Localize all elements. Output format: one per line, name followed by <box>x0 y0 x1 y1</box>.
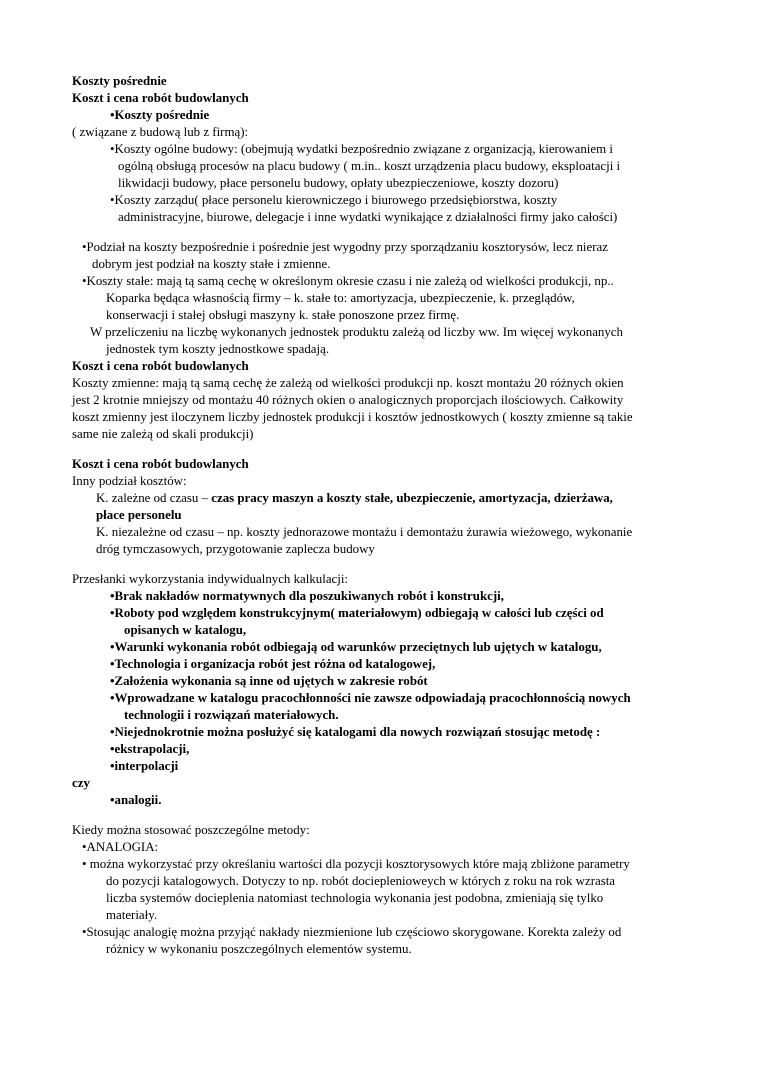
bullet-item: •ekstrapolacji, <box>110 742 190 756</box>
text-line: jest 2 krotnie mniejszy od montażu 40 różnych okien o analogicznych proporcjach ilościowych. Całkowity <box>72 393 624 407</box>
text-line: likwidacji budowy, płace personelu budowy, opłaty ubezpieczeniowe, koszty dozoru) <box>118 176 559 190</box>
bullet-analogia: •ANALOGIA: <box>82 840 159 854</box>
text-line: różnicy w wykonaniu poszczególnych elementów systemu. <box>106 942 412 956</box>
item-k-zalezne <box>96 490 613 507</box>
text-line: same nie zależą od skali produkcji) <box>72 427 254 441</box>
text-line: koszt zmienny jest iloczynem liczby jednostek produkcji i kosztów jednostkowych ( koszty zmienne są takie <box>72 410 633 424</box>
paragraph-koszty-zmienne: Koszty zmienne: mają tą samą cechę że zależą od wielkości produkcji np. koszt montażu 20 różnych okien <box>72 376 624 390</box>
heading-koszt-i-cena: Koszt i cena robót budowlanych <box>72 359 249 373</box>
bullet-item: •Stosując analogię można przyjąć nakłady niezmienione lub częściowo skorygowane. Korekta zależy od <box>82 925 622 939</box>
item-k-niezalezne: K. niezależne od czasu – np. koszty jednorazowe montażu i demontażu żurawia wieżowego, wykonanie <box>96 525 633 539</box>
item-k-zalezne-bold: czas pracy maszyn a koszty stałe, ubezpieczenie, amortyzacja, dzierżawa, <box>211 491 613 505</box>
bullet-item: • można wykorzystać przy określaniu wartości dla pozycji kosztorysowych które mają zbliżone parametry <box>82 857 630 871</box>
text-line: do pozycji katalogowych. Dotyczy to np. robót docieplenioweych w których z roku na rok wzrasta <box>106 874 616 888</box>
text-line: Koparka będąca własnością firmy – k. stałe to: amortyzacja, ubezpieczenie, k. przeglądów, <box>106 291 575 305</box>
text-line: technologii i rozwiązań materiałowych. <box>124 708 339 722</box>
text-line: konserwacji i stałej obsługi maszyny k. stałe ponoszone przez firmę. <box>106 308 460 322</box>
text-line: Inny podział kosztów: <box>72 474 187 488</box>
text-line: opisanych w katalogu, <box>124 623 247 637</box>
bullet-item: •Roboty pod względem konstrukcyjnym( materiałowym) odbiegają w całości lub części od <box>110 606 604 620</box>
text-line: płace personelu <box>96 508 182 522</box>
bullet-podzial: •Podział na koszty bezpośrednie i pośrednie jest wygodny przy sporządzaniu kosztorysów, lecz nieraz <box>82 240 608 254</box>
bullet-koszty-posrednie: •Koszty pośrednie <box>110 108 210 122</box>
heading-przeslanki: Przesłanki wykorzystania indywidualnych kalkulacji: <box>72 572 349 586</box>
bullet-item: •Wprowadzane w katalogu pracochłonności nie zawsze odpowiadają pracochłonnością nowych <box>110 691 631 705</box>
heading-koszt-i-cena: Koszt i cena robót budowlanych <box>72 91 249 105</box>
text-line: dróg tymczasowych, przygotowanie zaplecza budowy <box>96 542 375 556</box>
text-line: liczba systemów docieplenia natomiast technologia wykonania jest podobna, zmieniają się tylko <box>106 891 604 905</box>
bullet-koszty-stale: •Koszty stałe: mają tą samą cechę w określonym okresie czasu i nie zależą od wielkości produkcji, np.. <box>82 274 614 288</box>
text-line: ogólną obsługą procesów na placu budowy ( m.in.. koszt urządzenia placu budowy, eksploatacji i <box>118 159 621 173</box>
text-line: dobrym jest podział na koszty stałe i zmienne. <box>92 257 331 271</box>
text-line: W przeliczeniu na liczbę wykonanych jednostek produktu zależą od liczby ww. Im więcej wykonanych <box>90 325 623 339</box>
text-czy: czy <box>72 776 90 790</box>
bullet-item: •interpolacji <box>110 759 179 773</box>
text-line: administracyjne, biurowe, delegacje i inne wydatki wynikające z działalności firmy jako całości) <box>118 210 618 224</box>
heading-kiedy: Kiedy można stosować poszczególne metody: <box>72 823 310 837</box>
text-line: jednostek tym koszty jednostkowe spadają. <box>106 342 330 356</box>
bullet-item: •Niejednokrotnie można posłużyć się katalogami dla nowych rozwiązań stosując metodę : <box>110 725 601 739</box>
bullet-item: •Technologia i organizacja robót jest różna od katalogowej, <box>110 657 436 671</box>
heading-koszt-i-cena: Koszt i cena robót budowlanych <box>72 457 249 471</box>
bullet-koszty-zarzadu: •Koszty zarządu( płace personelu kierowniczego i biurowego przedsiębiorstwa, koszty <box>110 193 558 207</box>
item-k-zalezne-lead: K. zależne od czasu – <box>96 491 212 505</box>
text-line: materiały. <box>106 908 158 922</box>
bullet-item: •Brak nakładów normatywnych dla poszukiwanych robót i konstrukcji, <box>110 589 504 603</box>
bullet-koszty-ogolne: •Koszty ogólne budowy: (obejmują wydatki bezpośrednio związane z organizacją, kierowaniem i <box>110 142 613 156</box>
bullet-item: •Założenia wykonania są inne od ujętych w zakresie robót <box>110 674 428 688</box>
bullet-item: •analogii. <box>110 793 162 807</box>
bullet-item: •Warunki wykonania robót odbiegają od warunków przeciętnych lub ujętych w katalogu, <box>110 640 602 654</box>
text-line: ( związane z budową lub z firmą): <box>72 125 249 139</box>
heading-koszty-posrednie: Koszty pośrednie <box>72 74 167 88</box>
